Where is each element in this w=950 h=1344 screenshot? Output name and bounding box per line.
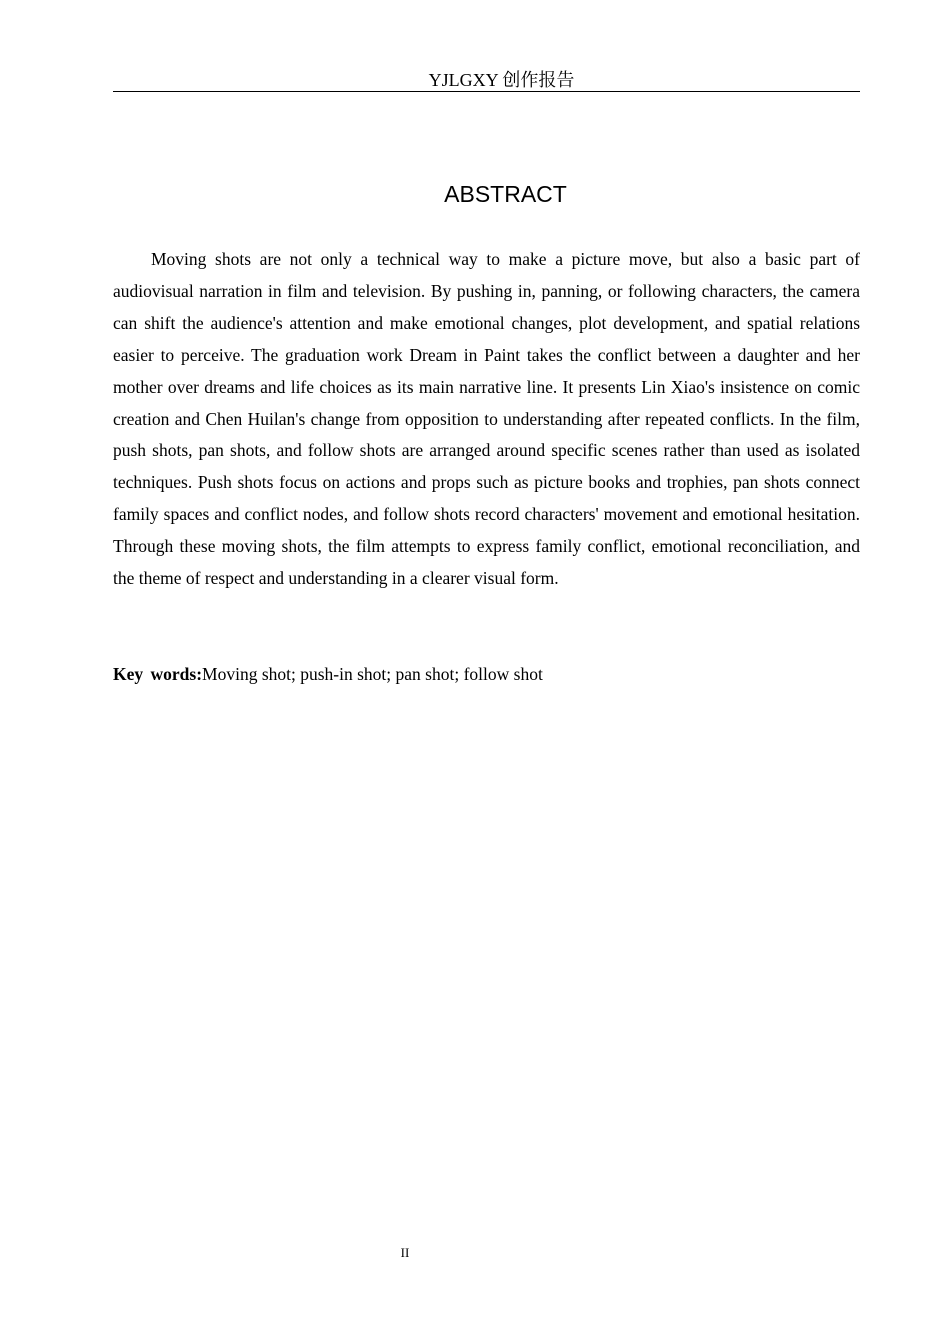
running-header-title: YJLGXY 创作报告 [428,70,575,90]
keywords-line [113,659,860,691]
abstract-body: Moving shots are not only a technical way to make a picture move, but also a basic part of audiovisual narration in film and television. By pushing in, panning, or following characters, the camera can shift the audience's attention and make emotional changes, plot development, and spatial relations easier to perceive. The graduation work Dream in Paint takes the conflict between a daughter and her mother over dreams and life choices as its main narrative line. It presents Lin Xiao's insistence on comic creation and Chen Huilan's change from opposition to understanding after repeated conflicts. In the film, push shots, pan shots, and follow shots are arranged around specific scenes rather than used as isolated techniques. Push shots focus on actions and props such as picture books and trophies, pan shots connect family spaces and conflict nodes, and follow shots record characters' movement and emotional hesitation. Through these moving shots, the film attempts to express family conflict, emotional reconciliation, and the theme of respect and understanding in a clearer visual form. [113,249,860,589]
running-header [113,68,860,92]
keywords-label: Key words: [113,664,203,684]
page-number: II [400,1245,410,1260]
abstract-title: ABSTRACT [444,181,567,207]
keywords-text: Moving shot; push-in shot; pan shot; follow shot [202,664,543,684]
